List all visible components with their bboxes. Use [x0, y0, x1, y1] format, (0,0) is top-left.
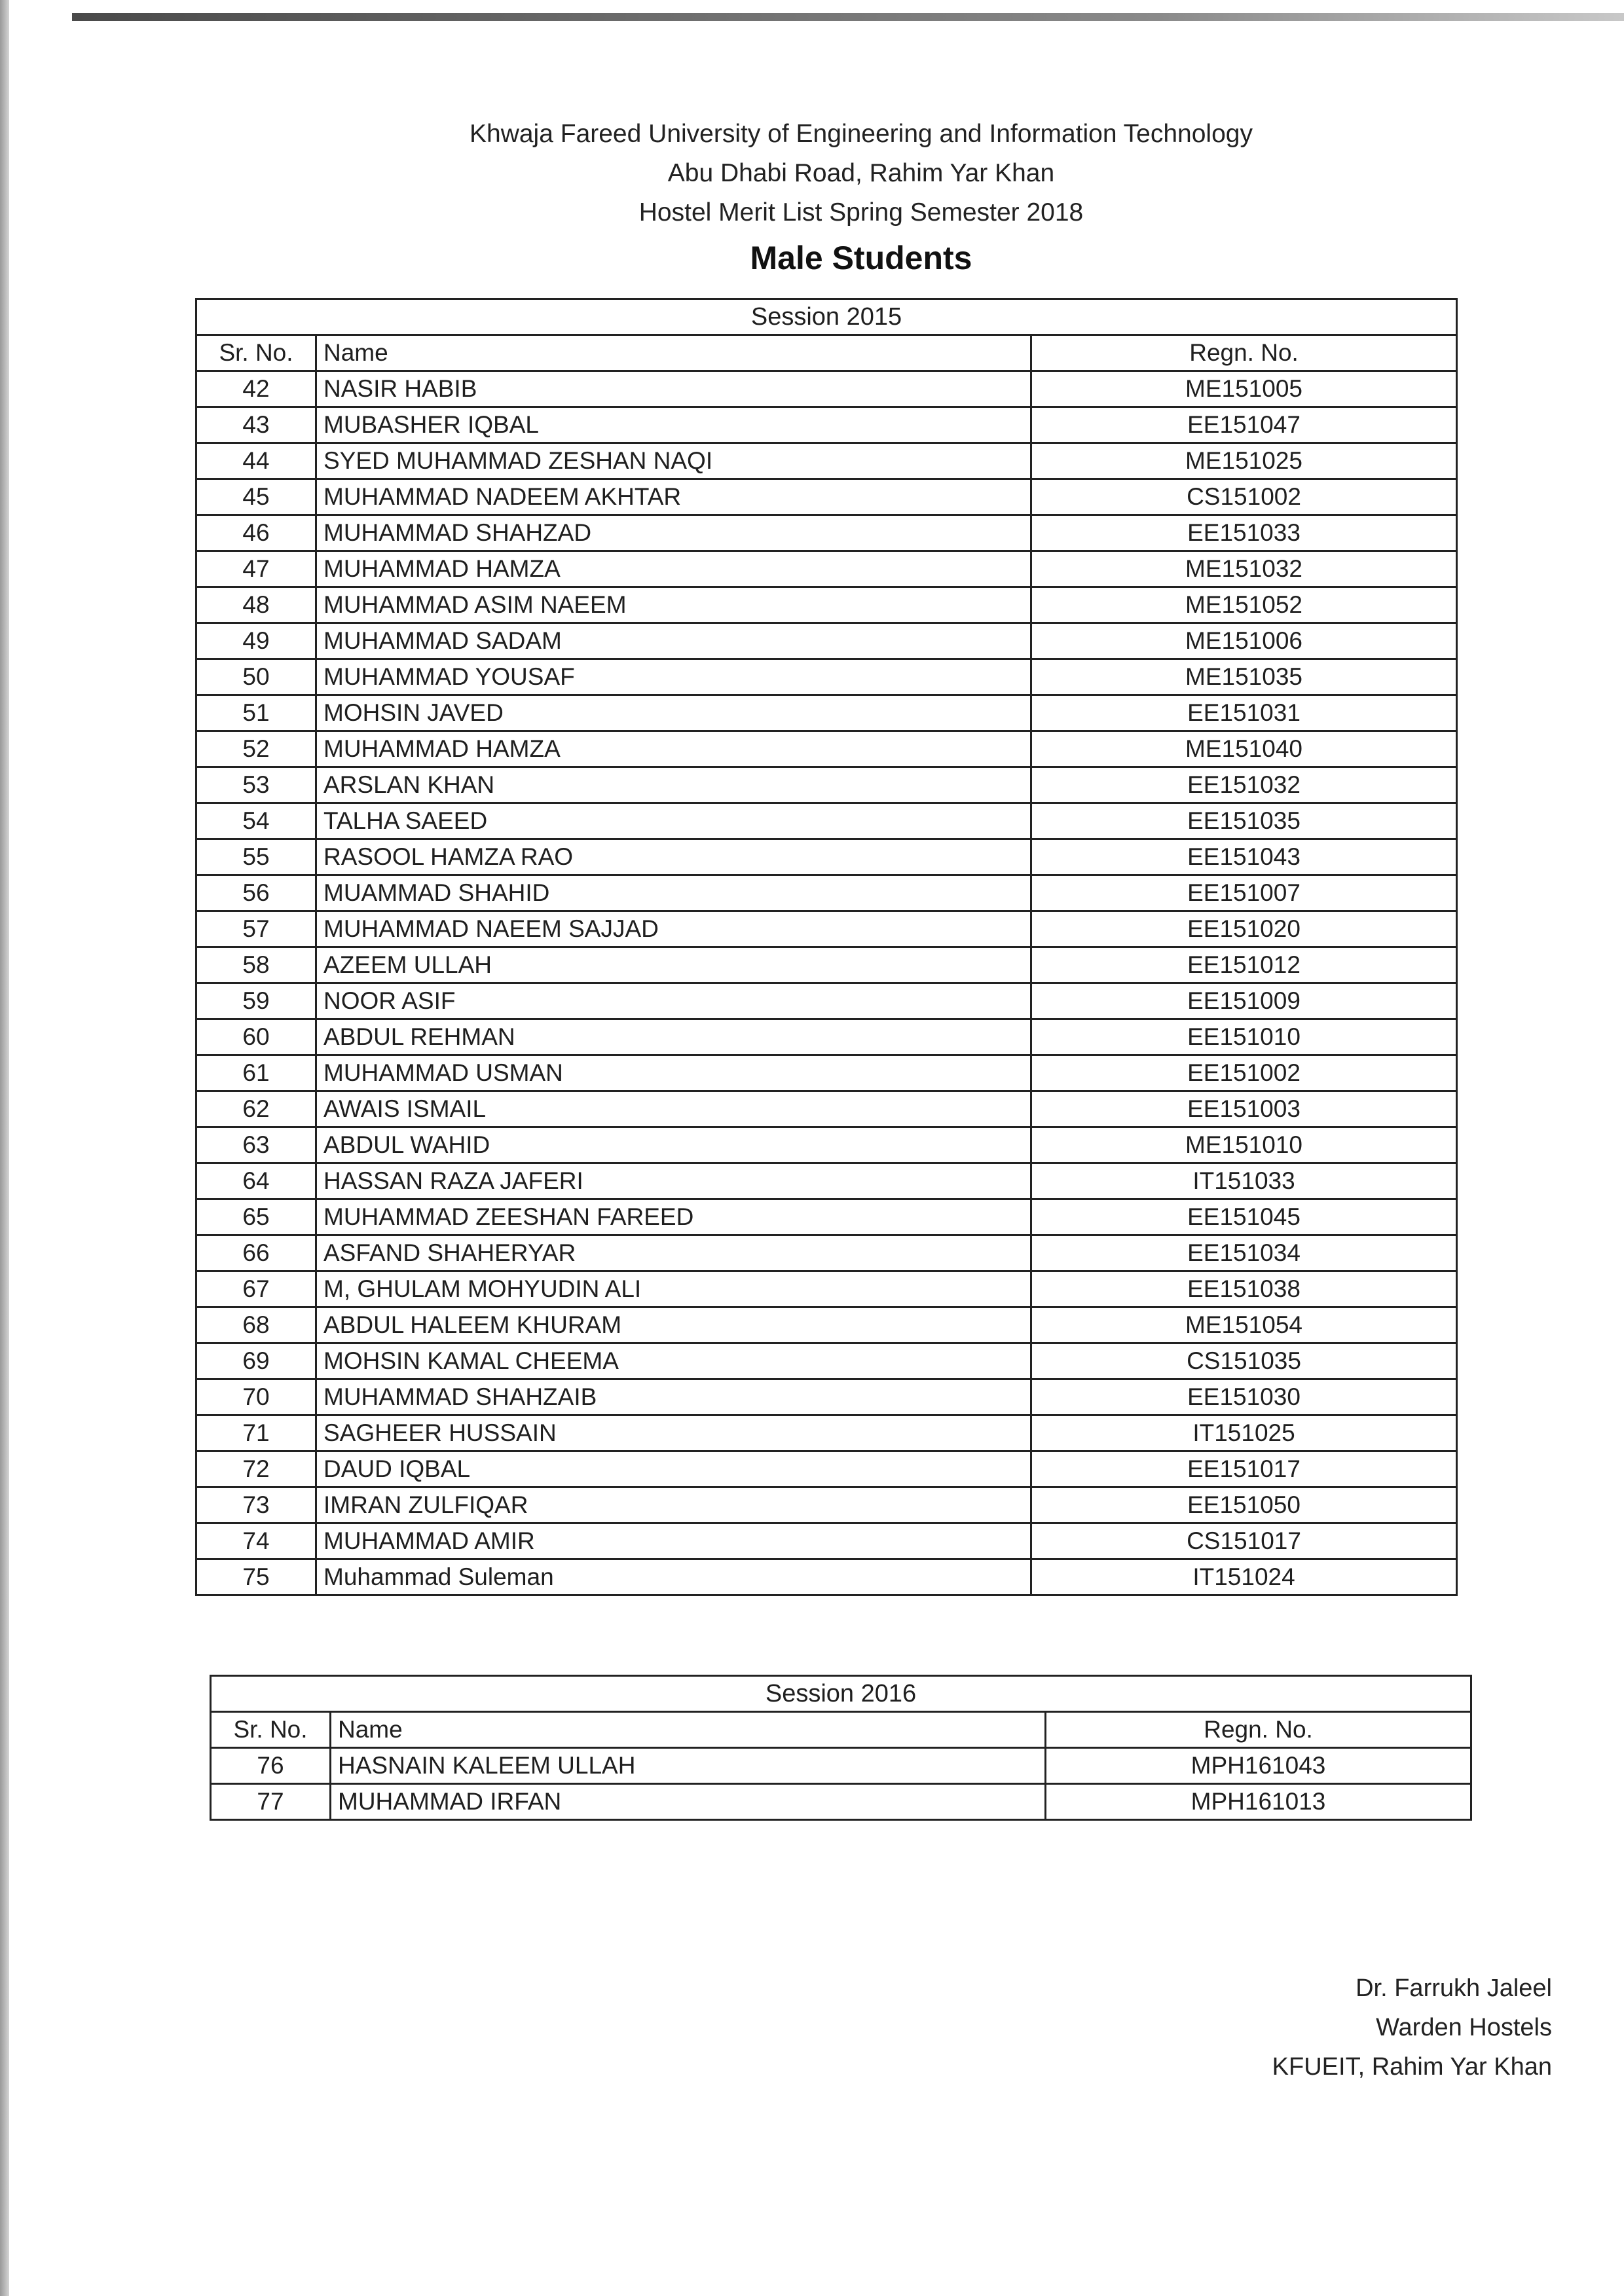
registration-number: ME151035: [1031, 659, 1457, 695]
student-name: MUHAMMAD YOUSAF: [316, 659, 1031, 695]
student-name: MUAMMAD SHAHID: [316, 875, 1031, 911]
scan-edge-left: [0, 0, 9, 2296]
registration-number: EE151010: [1031, 1019, 1457, 1055]
table-row: [196, 767, 1457, 803]
serial-number: 66: [196, 1235, 316, 1271]
serial-number: 56: [196, 875, 316, 911]
registration-number: EE151038: [1031, 1271, 1457, 1307]
session-title-row: [211, 1676, 1471, 1712]
student-name: MUHAMMAD ASIM NAEEM: [316, 587, 1031, 623]
registration-number: IT151033: [1031, 1163, 1457, 1199]
registration-number: EE151031: [1031, 695, 1457, 731]
registration-number: ME151052: [1031, 587, 1457, 623]
table-row: [196, 1091, 1457, 1127]
serial-number: 70: [196, 1379, 316, 1415]
student-name: MUHAMMAD NAEEM SAJJAD: [316, 911, 1031, 947]
registration-number: IT151024: [1031, 1559, 1457, 1595]
student-name: MUHAMMAD HAMZA: [316, 731, 1031, 767]
session-2016-table: [210, 1675, 1472, 1821]
table-row: [196, 983, 1457, 1019]
university-name: Khwaja Fareed University of Engineering and Information Technology: [470, 120, 1253, 148]
signature-block: [1272, 1969, 1552, 2086]
serial-number: 71: [196, 1415, 316, 1451]
registration-number: EE151002: [1031, 1055, 1457, 1091]
table-row: [196, 551, 1457, 587]
serial-number: 55: [196, 839, 316, 875]
serial-number: 60: [196, 1019, 316, 1055]
table-row: [211, 1784, 1471, 1820]
table-row: [196, 1415, 1457, 1451]
session-2016-body: [211, 1676, 1471, 1820]
student-name: MOHSIN JAVED: [316, 695, 1031, 731]
session-title-row: [196, 299, 1457, 335]
student-name: SAGHEER HUSSAIN: [316, 1415, 1031, 1451]
registration-number: ME151005: [1031, 371, 1457, 407]
serial-number: 73: [196, 1487, 316, 1523]
registration-number: EE151043: [1031, 839, 1457, 875]
student-name: M, GHULAM MOHYUDIN ALI: [316, 1271, 1031, 1307]
serial-number: 59: [196, 983, 316, 1019]
student-name: AWAIS ISMAIL: [316, 1091, 1031, 1127]
table-row: [196, 587, 1457, 623]
student-name: ASFAND SHAHERYAR: [316, 1235, 1031, 1271]
serial-number: 61: [196, 1055, 316, 1091]
serial-number: 76: [211, 1748, 331, 1784]
registration-number: EE151012: [1031, 947, 1457, 983]
student-name: TALHA SAEED: [316, 803, 1031, 839]
table-row: [196, 1559, 1457, 1595]
registration-number: ME151006: [1031, 623, 1457, 659]
serial-number: 69: [196, 1343, 316, 1379]
serial-number: 47: [196, 551, 316, 587]
student-name: MUHAMMAD AMIR: [316, 1523, 1031, 1559]
table-row: [196, 1163, 1457, 1199]
table-row: [196, 731, 1457, 767]
registration-number: EE151007: [1031, 875, 1457, 911]
student-name: MUHAMMAD HAMZA: [316, 551, 1031, 587]
student-name: MUHAMMAD SHAHZAD: [316, 515, 1031, 551]
serial-number: 53: [196, 767, 316, 803]
student-name: IMRAN ZULFIQAR: [316, 1487, 1031, 1523]
registration-number: EE151050: [1031, 1487, 1457, 1523]
registration-number: EE151045: [1031, 1199, 1457, 1235]
student-name: ABDUL HALEEM KHURAM: [316, 1307, 1031, 1343]
registration-number: EE151033: [1031, 515, 1457, 551]
registration-number: MPH161013: [1046, 1784, 1471, 1820]
table-row: [196, 407, 1457, 443]
student-name: Muhammad Suleman: [316, 1559, 1031, 1595]
registration-number: EE151032: [1031, 767, 1457, 803]
registration-number: EE151030: [1031, 1379, 1457, 1415]
registration-number: ME151054: [1031, 1307, 1457, 1343]
table-row: [196, 1343, 1457, 1379]
student-name: MOHSIN KAMAL CHEEMA: [316, 1343, 1031, 1379]
registration-number: CS151035: [1031, 1343, 1457, 1379]
table-row: [196, 1451, 1457, 1487]
student-name: ABDUL REHMAN: [316, 1019, 1031, 1055]
table-row: [196, 1199, 1457, 1235]
table-row: [211, 1748, 1471, 1784]
student-name: MUHAMMAD SADAM: [316, 623, 1031, 659]
student-name: AZEEM ULLAH: [316, 947, 1031, 983]
serial-number: 65: [196, 1199, 316, 1235]
registration-number: EE151003: [1031, 1091, 1457, 1127]
student-name: SYED MUHAMMAD ZESHAN NAQI: [316, 443, 1031, 479]
student-name: HASSAN RAZA JAFERI: [316, 1163, 1031, 1199]
registration-number: MPH161043: [1046, 1748, 1471, 1784]
student-name: MUHAMMAD USMAN: [316, 1055, 1031, 1091]
table-row: [196, 911, 1457, 947]
student-name: MUHAMMAD IRFAN: [331, 1784, 1046, 1820]
serial-number: 50: [196, 659, 316, 695]
registration-number: ME151010: [1031, 1127, 1457, 1163]
table-row: [196, 1055, 1457, 1091]
table-row: [196, 1523, 1457, 1559]
column-header-regn: Regn. No.: [1031, 335, 1457, 371]
student-name: NOOR ASIF: [316, 983, 1031, 1019]
student-name: RASOOL HAMZA RAO: [316, 839, 1031, 875]
registration-number: EE151017: [1031, 1451, 1457, 1487]
registration-number: EE151020: [1031, 911, 1457, 947]
student-name: MUHAMMAD NADEEM AKHTAR: [316, 479, 1031, 515]
registration-number: EE151034: [1031, 1235, 1457, 1271]
serial-number: 77: [211, 1784, 331, 1820]
serial-number: 58: [196, 947, 316, 983]
serial-number: 49: [196, 623, 316, 659]
table-row: [196, 515, 1457, 551]
student-name: NASIR HABIB: [316, 371, 1031, 407]
student-name: ARSLAN KHAN: [316, 767, 1031, 803]
registration-number: EE151009: [1031, 983, 1457, 1019]
serial-number: 67: [196, 1271, 316, 1307]
session-title: Session 2016: [211, 1676, 1471, 1712]
table-row: [196, 695, 1457, 731]
table-row: [196, 1271, 1457, 1307]
column-header-row: [211, 1712, 1471, 1748]
column-header-regn: Regn. No.: [1046, 1712, 1471, 1748]
registration-number: CS151002: [1031, 479, 1457, 515]
serial-number: 74: [196, 1523, 316, 1559]
university-address: Abu Dhabi Road, Rahim Yar Khan: [667, 159, 1055, 187]
serial-number: 54: [196, 803, 316, 839]
document-header: [0, 115, 1624, 281]
serial-number: 45: [196, 479, 316, 515]
table-row: [196, 479, 1457, 515]
table-row: [196, 1235, 1457, 1271]
serial-number: 43: [196, 407, 316, 443]
student-name: MUHAMMAD SHAHZAIB: [316, 1379, 1031, 1415]
table-row: [196, 1487, 1457, 1523]
column-header-sr: Sr. No.: [211, 1712, 331, 1748]
registration-number: ME151040: [1031, 731, 1457, 767]
signatory-name: Dr. Farrukh Jaleel: [1356, 1975, 1552, 2002]
scan-edge-top: [72, 13, 1624, 21]
student-name: ABDUL WAHID: [316, 1127, 1031, 1163]
serial-number: 75: [196, 1559, 316, 1595]
serial-number: 68: [196, 1307, 316, 1343]
serial-number: 63: [196, 1127, 316, 1163]
signatory-institution: KFUEIT, Rahim Yar Khan: [1272, 2053, 1552, 2081]
student-name: HASNAIN KALEEM ULLAH: [331, 1748, 1046, 1784]
table-row: [196, 371, 1457, 407]
table-row: [196, 659, 1457, 695]
serial-number: 57: [196, 911, 316, 947]
serial-number: 72: [196, 1451, 316, 1487]
session-2015-table: [195, 298, 1458, 1596]
serial-number: 48: [196, 587, 316, 623]
column-header-row: [196, 335, 1457, 371]
registration-number: EE151047: [1031, 407, 1457, 443]
table-row: [196, 1019, 1457, 1055]
table-row: [196, 443, 1457, 479]
table-row: [196, 875, 1457, 911]
column-header-name: Name: [316, 335, 1031, 371]
serial-number: 62: [196, 1091, 316, 1127]
table-row: [196, 803, 1457, 839]
session-title: Session 2015: [196, 299, 1457, 335]
list-title: Hostel Merit List Spring Semester 2018: [638, 198, 1084, 227]
student-name: MUHAMMAD ZEESHAN FAREED: [316, 1199, 1031, 1235]
category-title: Male Students: [750, 240, 972, 276]
serial-number: 44: [196, 443, 316, 479]
serial-number: 52: [196, 731, 316, 767]
table-row: [196, 947, 1457, 983]
serial-number: 51: [196, 695, 316, 731]
table-row: [196, 1127, 1457, 1163]
session-2015-body: [196, 299, 1457, 1595]
registration-number: IT151025: [1031, 1415, 1457, 1451]
student-name: DAUD IQBAL: [316, 1451, 1031, 1487]
registration-number: ME151032: [1031, 551, 1457, 587]
column-header-sr: Sr. No.: [196, 335, 316, 371]
registration-number: EE151035: [1031, 803, 1457, 839]
table-row: [196, 1307, 1457, 1343]
table-row: [196, 839, 1457, 875]
table-row: [196, 623, 1457, 659]
column-header-name: Name: [331, 1712, 1046, 1748]
registration-number: ME151025: [1031, 443, 1457, 479]
serial-number: 42: [196, 371, 316, 407]
signatory-designation: Warden Hostels: [1376, 2014, 1552, 2041]
student-name: MUBASHER IQBAL: [316, 407, 1031, 443]
serial-number: 64: [196, 1163, 316, 1199]
serial-number: 46: [196, 515, 316, 551]
registration-number: CS151017: [1031, 1523, 1457, 1559]
table-row: [196, 1379, 1457, 1415]
